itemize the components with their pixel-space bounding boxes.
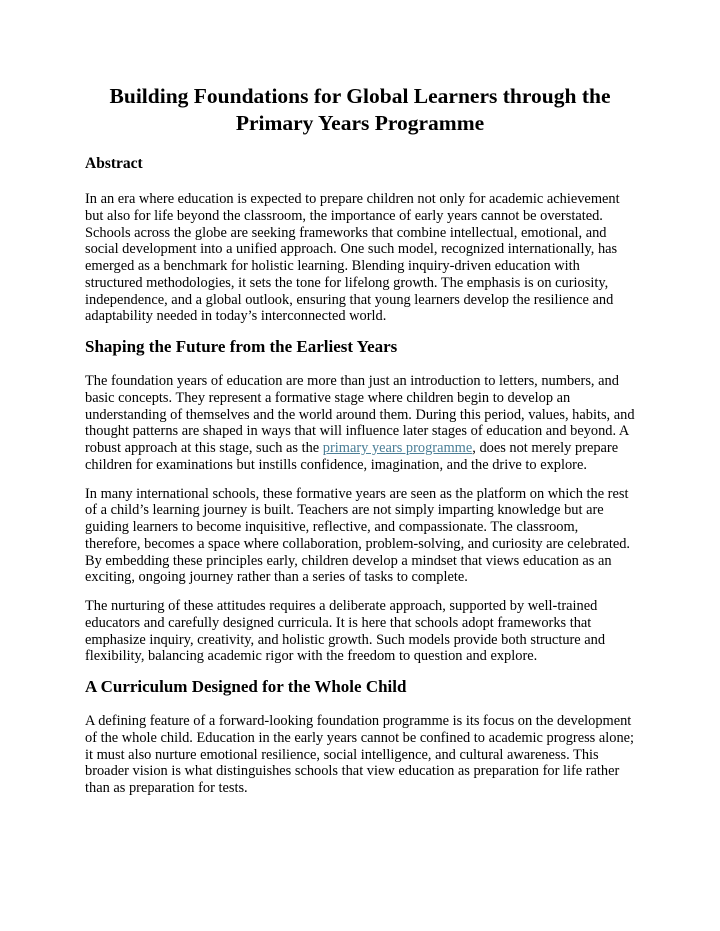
paragraph-foundation-years <box>85 373 635 474</box>
paragraph-text-before-link: The foundation years of education are more than just an introduction to letters, numbers, and basic concepts. They represent a formative stage where children begin to develop an understanding of themselves and the world around them. During this period, values, habits, and thought patterns are shaped in ways that will influence later stages of education and beyond. A robust approach at this stage, such as the <box>85 373 635 456</box>
section-heading-curriculum-whole-child: A Curriculum Designed for the Whole Child <box>85 677 407 696</box>
paragraph-text-after-link: , does not merely prepare children for examinations but instills confidence, imagination, and the drive to explore. <box>85 440 619 473</box>
paragraph-international-schools: In many international schools, these formative years are seen as the platform on which the rest of a child’s learning journey is built. Teachers are not simply imparting knowledge but are guiding learners to become inquisitive, reflective, and compassionate. The classroom, therefore, becomes a space where collaboration, problem-solving, and curiosity are celebrated. By embedding these principles early, children develop a mindset that views education as an exciting, ongoing journey rather than a series of tasks to complete. <box>85 485 631 586</box>
abstract-paragraph: In an era where education is expected to prepare children not only for academic achievement but also for life beyond the classroom, the importance of early years cannot be overstated. Schools across the globe are seeking frameworks that combine intellectual, emotional, and social development into a unified approach. One such model, recognized internationally, has emerged as a benchmark for holistic learning. Blending inquiry-driven education with structured methodologies, it sets the tone for lifelong growth. The emphasis is on curiosity, independence, and a global outlook, ensuring that young learners develop the resilience and adaptability needed in today’s interconnected world. <box>85 191 620 325</box>
paragraph-nurturing-attitudes: The nurturing of these attitudes requires a deliberate approach, supported by well-trained educators and carefully designed curricula. It is here that schools adopt frameworks that emphasize inquiry, creativity, and holistic growth. Such models provide both structure and flexibility, balancing academic rigor with the freedom to question and explore. <box>85 598 606 665</box>
section-heading-shaping-the-future: Shaping the Future from the Earliest Years <box>85 337 398 356</box>
paragraph-defining-feature: A defining feature of a forward-looking foundation programme is its focus on the development of the whole child. Education in the early years cannot be confined to academic progress alone; it must also nurture emotional resilience, social intelligence, and cultural awareness. This broader vision is what distinguishes schools that view education as preparation for life rather than as preparation for tests. <box>85 713 635 796</box>
primary-years-programme-link[interactable]: primary years programme <box>322 440 473 456</box>
abstract-heading: Abstract <box>85 155 143 172</box>
document-title: Building Foundations for Global Learners through the Primary Years Programme <box>109 84 611 135</box>
